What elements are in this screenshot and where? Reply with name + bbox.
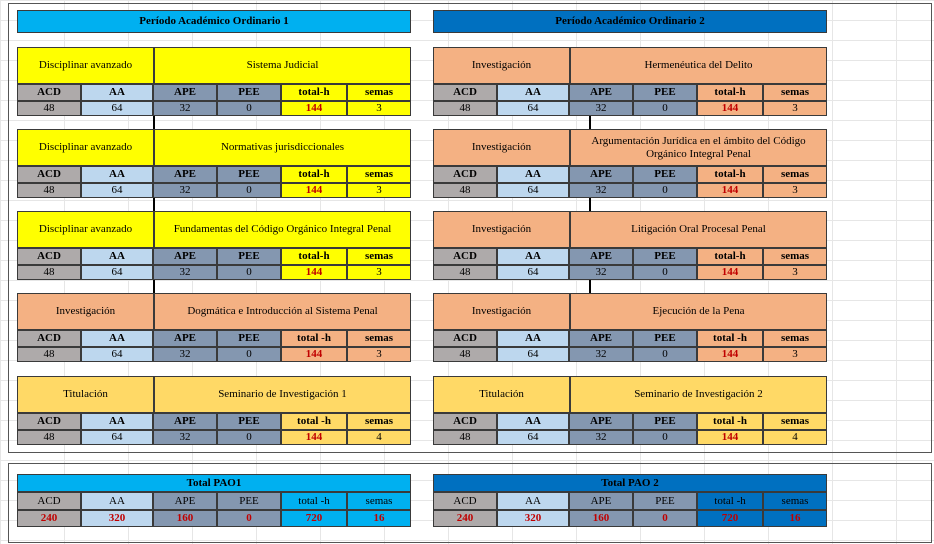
acd-label[interactable]: ACD — [433, 248, 497, 265]
field-label[interactable]: Disciplinar avanzado — [17, 47, 154, 84]
total-hours-value[interactable]: 144 — [281, 101, 347, 116]
weeks-value[interactable]: 3 — [763, 347, 827, 362]
acd-total-label[interactable]: ACD — [17, 492, 81, 510]
connector-line — [153, 198, 155, 211]
weeks-total-label[interactable]: semas — [763, 492, 827, 510]
weeks-label[interactable]: semas — [763, 84, 827, 101]
aa-label[interactable]: AA — [497, 248, 569, 265]
connector-line — [153, 280, 155, 293]
aa-total[interactable]: 320 — [81, 510, 153, 527]
pee-label[interactable]: PEE — [217, 248, 281, 265]
aa-value[interactable]: 64 — [497, 265, 569, 280]
weeks-value[interactable]: 3 — [763, 183, 827, 198]
pee-label[interactable]: PEE — [633, 413, 697, 430]
connector-line — [589, 280, 591, 293]
ape-label[interactable]: APE — [569, 330, 633, 347]
ape-value[interactable]: 32 — [153, 430, 217, 445]
weeks-label[interactable]: semas — [347, 166, 411, 183]
pee-total-label[interactable]: PEE — [633, 492, 697, 510]
weeks-label[interactable]: semas — [347, 413, 411, 430]
aa-value[interactable]: 64 — [497, 101, 569, 116]
aa-value[interactable]: 64 — [81, 183, 153, 198]
weeks-total-label[interactable]: semas — [347, 492, 411, 510]
pee-value[interactable]: 0 — [633, 101, 697, 116]
subject-name[interactable]: Dogmática e Introducción al Sistema Penal — [154, 293, 411, 330]
acd-value[interactable]: 48 — [17, 183, 81, 198]
pee-total-label[interactable]: PEE — [217, 492, 281, 510]
field-label[interactable]: Disciplinar avanzado — [17, 129, 154, 166]
acd-total-label[interactable]: ACD — [433, 492, 497, 510]
total-hours-label[interactable]: total -h — [697, 330, 763, 347]
weeks-label[interactable]: semas — [347, 84, 411, 101]
acd-label[interactable]: ACD — [17, 166, 81, 183]
pee-label[interactable]: PEE — [217, 84, 281, 101]
weeks-value[interactable]: 4 — [347, 430, 411, 445]
total-hours-value[interactable]: 144 — [697, 265, 763, 280]
total-hours-label[interactable]: total-h — [281, 84, 347, 101]
aa-label[interactable]: AA — [497, 330, 569, 347]
weeks-label[interactable]: semas — [763, 248, 827, 265]
acd-label[interactable]: ACD — [433, 413, 497, 430]
weeks-total[interactable]: 16 — [763, 510, 827, 527]
total-hours-value[interactable]: 144 — [697, 347, 763, 362]
subject-name[interactable]: Hermenéutica del Delito — [570, 47, 827, 84]
pee-label[interactable]: PEE — [633, 330, 697, 347]
acd-value[interactable]: 48 — [17, 265, 81, 280]
weeks-value[interactable]: 4 — [763, 430, 827, 445]
field-label[interactable]: Investigación — [17, 293, 154, 330]
weeks-value[interactable]: 3 — [763, 101, 827, 116]
subject-name[interactable]: Seminario de Investigación 2 — [570, 376, 827, 413]
aa-total[interactable]: 320 — [497, 510, 569, 527]
pee-value[interactable]: 0 — [633, 265, 697, 280]
total-hours-value[interactable]: 144 — [281, 265, 347, 280]
acd-label[interactable]: ACD — [433, 166, 497, 183]
total-title-2[interactable]: Total PAO 2 — [433, 474, 827, 492]
pee-label[interactable]: PEE — [217, 413, 281, 430]
pee-label[interactable]: PEE — [217, 166, 281, 183]
total-hours-label[interactable]: total-h — [697, 84, 763, 101]
aa-value[interactable]: 64 — [497, 347, 569, 362]
pee-label[interactable]: PEE — [217, 330, 281, 347]
connector-line — [153, 116, 155, 129]
ape-label[interactable]: APE — [569, 248, 633, 265]
ape-value[interactable]: 32 — [153, 183, 217, 198]
field-label[interactable]: Investigación — [433, 293, 570, 330]
ape-label[interactable]: APE — [153, 248, 217, 265]
ape-total-label[interactable]: APE — [153, 492, 217, 510]
aa-value[interactable]: 64 — [497, 430, 569, 445]
aa-value[interactable]: 64 — [81, 347, 153, 362]
pee-value[interactable]: 0 — [633, 347, 697, 362]
pee-value[interactable]: 0 — [217, 101, 281, 116]
aa-label[interactable]: AA — [81, 413, 153, 430]
pee-value[interactable]: 0 — [217, 430, 281, 445]
ape-total[interactable]: 160 — [569, 510, 633, 527]
field-label[interactable]: Investigación — [433, 129, 570, 166]
field-label[interactable]: Titulación — [433, 376, 570, 413]
weeks-label[interactable]: semas — [347, 330, 411, 347]
aa-value[interactable]: 64 — [497, 183, 569, 198]
acd-total[interactable]: 240 — [433, 510, 497, 527]
pee-label[interactable]: PEE — [633, 166, 697, 183]
ape-label[interactable]: APE — [153, 166, 217, 183]
subject-name[interactable]: Argumentación Jurídica en el ámbito del Código Orgánico Integral Penal — [570, 129, 827, 166]
acd-label[interactable]: ACD — [433, 84, 497, 101]
connector-line — [589, 198, 591, 211]
aa-label[interactable]: AA — [81, 248, 153, 265]
total-hours-label[interactable]: total -h — [281, 413, 347, 430]
total-hours-value[interactable]: 144 — [697, 183, 763, 198]
aa-label[interactable]: AA — [81, 166, 153, 183]
acd-label[interactable]: ACD — [17, 413, 81, 430]
subject-name[interactable]: Fundamentas del Código Orgánico Integral Penal — [154, 211, 411, 248]
ape-label[interactable]: APE — [569, 84, 633, 101]
aa-value[interactable]: 64 — [81, 265, 153, 280]
total-hours-value[interactable]: 144 — [697, 430, 763, 445]
acd-label[interactable]: ACD — [433, 330, 497, 347]
acd-label[interactable]: ACD — [17, 248, 81, 265]
connector-line — [589, 116, 591, 129]
subject-name[interactable]: Seminario de Investigación 1 — [154, 376, 411, 413]
field-label[interactable]: Investigación — [433, 211, 570, 248]
ape-label[interactable]: APE — [153, 413, 217, 430]
ape-value[interactable]: 32 — [153, 101, 217, 116]
weeks-value[interactable]: 3 — [347, 101, 411, 116]
total-hours-label[interactable]: total-h — [697, 166, 763, 183]
pee-value[interactable]: 0 — [217, 347, 281, 362]
total-hours-value[interactable]: 144 — [697, 101, 763, 116]
aa-label[interactable]: AA — [497, 84, 569, 101]
total-hours-value[interactable]: 144 — [281, 183, 347, 198]
ape-value[interactable]: 32 — [153, 265, 217, 280]
pee-value[interactable]: 0 — [633, 183, 697, 198]
total-hours-label[interactable]: total-h — [281, 166, 347, 183]
total-hours-total-label[interactable]: total -h — [281, 492, 347, 510]
aa-total-label[interactable]: AA — [81, 492, 153, 510]
field-label[interactable]: Investigación — [433, 47, 570, 84]
weeks-value[interactable]: 3 — [763, 265, 827, 280]
aa-label[interactable]: AA — [81, 330, 153, 347]
field-label[interactable]: Titulación — [17, 376, 154, 413]
aa-label[interactable]: AA — [497, 413, 569, 430]
acd-total[interactable]: 240 — [17, 510, 81, 527]
ape-value[interactable]: 32 — [569, 347, 633, 362]
acd-value[interactable]: 48 — [433, 183, 497, 198]
ape-label[interactable]: APE — [153, 330, 217, 347]
subject-name[interactable]: Sistema Judicial — [154, 47, 411, 84]
acd-label[interactable]: ACD — [17, 330, 81, 347]
weeks-total[interactable]: 16 — [347, 510, 411, 527]
total-hours-value[interactable]: 144 — [281, 347, 347, 362]
total-hours-total[interactable]: 720 — [281, 510, 347, 527]
total-hours-label[interactable]: total-h — [697, 248, 763, 265]
total-hours-label[interactable]: total-h — [281, 248, 347, 265]
ape-value[interactable]: 32 — [569, 101, 633, 116]
total-hours-label[interactable]: total -h — [281, 330, 347, 347]
acd-value[interactable]: 48 — [433, 101, 497, 116]
weeks-label[interactable]: semas — [763, 166, 827, 183]
total-hours-value[interactable]: 144 — [281, 430, 347, 445]
aa-value[interactable]: 64 — [81, 430, 153, 445]
total-hours-label[interactable]: total -h — [697, 413, 763, 430]
pee-value[interactable]: 0 — [633, 430, 697, 445]
ape-total[interactable]: 160 — [153, 510, 217, 527]
aa-label[interactable]: AA — [497, 166, 569, 183]
field-label[interactable]: Disciplinar avanzado — [17, 211, 154, 248]
pee-value[interactable]: 0 — [217, 265, 281, 280]
weeks-label[interactable]: semas — [347, 248, 411, 265]
ape-label[interactable]: APE — [153, 84, 217, 101]
total-hours-total-label[interactable]: total -h — [697, 492, 763, 510]
total-title-1[interactable]: Total PAO1 — [17, 474, 411, 492]
ape-label[interactable]: APE — [569, 413, 633, 430]
aa-total-label[interactable]: AA — [497, 492, 569, 510]
subject-name[interactable]: Normativas jurisdiccionales — [154, 129, 411, 166]
pee-label[interactable]: PEE — [633, 248, 697, 265]
weeks-value[interactable]: 3 — [347, 347, 411, 362]
acd-value[interactable]: 48 — [17, 430, 81, 445]
period-title-1[interactable]: Período Académico Ordinario 1 — [17, 10, 411, 33]
acd-value[interactable]: 48 — [433, 430, 497, 445]
weeks-value[interactable]: 3 — [347, 183, 411, 198]
weeks-value[interactable]: 3 — [347, 265, 411, 280]
acd-label[interactable]: ACD — [17, 84, 81, 101]
weeks-label[interactable]: semas — [763, 330, 827, 347]
period-title-2[interactable]: Período Académico Ordinario 2 — [433, 10, 827, 33]
aa-value[interactable]: 64 — [81, 101, 153, 116]
pee-total[interactable]: 0 — [633, 510, 697, 527]
ape-value[interactable]: 32 — [569, 430, 633, 445]
weeks-label[interactable]: semas — [763, 413, 827, 430]
total-hours-total[interactable]: 720 — [697, 510, 763, 527]
pee-total[interactable]: 0 — [217, 510, 281, 527]
subject-name[interactable]: Litigación Oral Procesal Penal — [570, 211, 827, 248]
ape-value[interactable]: 32 — [569, 183, 633, 198]
acd-value[interactable]: 48 — [17, 347, 81, 362]
pee-label[interactable]: PEE — [633, 84, 697, 101]
ape-total-label[interactable]: APE — [569, 492, 633, 510]
subject-name[interactable]: Ejecución de la Pena — [570, 293, 827, 330]
ape-value[interactable]: 32 — [153, 347, 217, 362]
acd-value[interactable]: 48 — [433, 265, 497, 280]
ape-value[interactable]: 32 — [569, 265, 633, 280]
acd-value[interactable]: 48 — [433, 347, 497, 362]
pee-value[interactable]: 0 — [217, 183, 281, 198]
ape-label[interactable]: APE — [569, 166, 633, 183]
aa-label[interactable]: AA — [81, 84, 153, 101]
acd-value[interactable]: 48 — [17, 101, 81, 116]
